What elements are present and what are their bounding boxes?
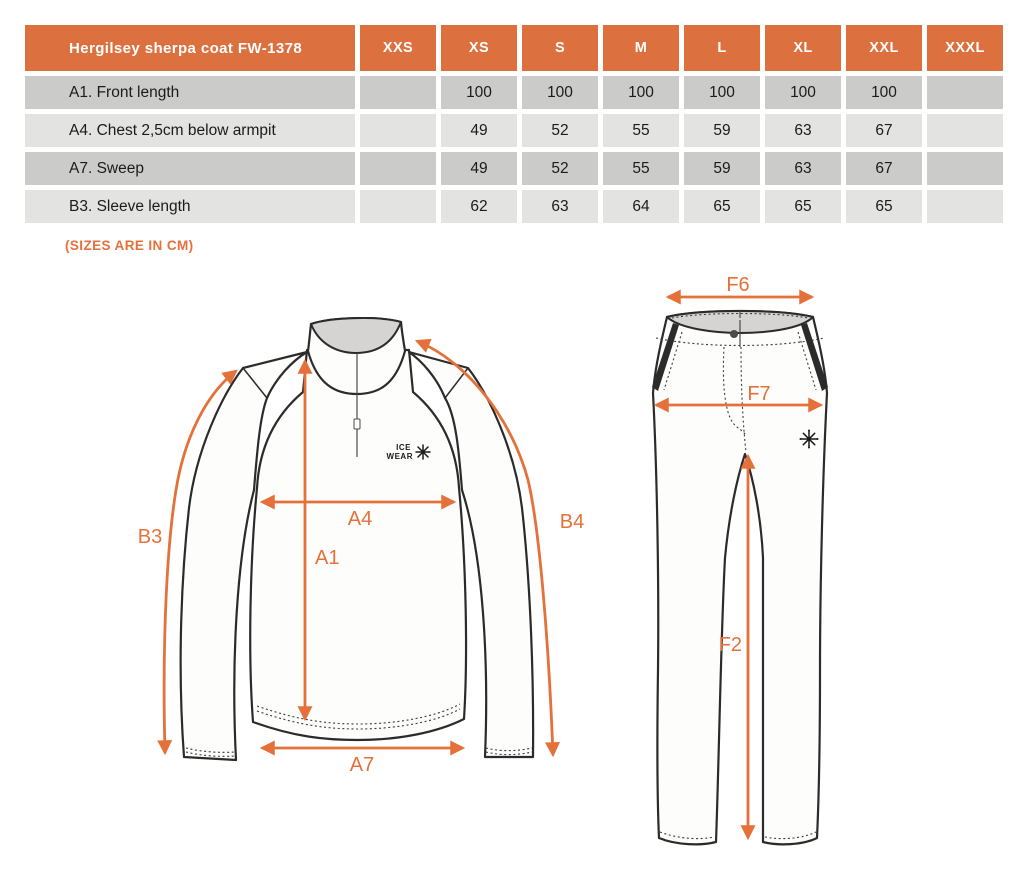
table-cell: 100 [522, 76, 598, 109]
table-cell: 65 [765, 190, 841, 223]
table-cell: 49 [441, 114, 517, 147]
table-title: Hergilsey sherpa coat FW-1378 [25, 25, 355, 71]
sizes-unit-note: (SIZES ARE IN CM) [65, 238, 194, 253]
row-label: B3. Sleeve length [25, 190, 355, 223]
table-cell: 100 [684, 76, 760, 109]
zipper-pull [354, 419, 360, 429]
col-header-m: M [603, 25, 679, 71]
table-cell [927, 76, 1003, 109]
pants-drawing [652, 274, 828, 844]
table-cell: 59 [684, 114, 760, 147]
measurement-label-f7: F7 [747, 383, 771, 405]
col-header-xl: XL [765, 25, 841, 71]
table-cell: 65 [684, 190, 760, 223]
table-cell: 55 [603, 152, 679, 185]
sweater-body [250, 350, 466, 740]
measurement-label-f2: F2 [718, 634, 742, 656]
col-header-xxxl: XXXL [927, 25, 1003, 71]
table-cell: 65 [846, 190, 922, 223]
measurement-label-a4: A4 [347, 508, 373, 530]
col-header-xs: XS [441, 25, 517, 71]
table-cell: 49 [441, 152, 517, 185]
measurement-label-b4: B4 [559, 511, 585, 533]
size-table [25, 25, 1003, 223]
snowflake-icon [416, 445, 430, 459]
col-header-xxs: XXS [360, 25, 436, 71]
table-cell [927, 152, 1003, 185]
table-cell: 63 [765, 114, 841, 147]
brand-logo-text-line1: ICE [396, 443, 411, 452]
measurement-label-a7: A7 [349, 754, 375, 776]
table-cell: 67 [846, 114, 922, 147]
table-cell: 100 [441, 76, 517, 109]
table-cell: 67 [846, 152, 922, 185]
table-cell [927, 114, 1003, 147]
table-cell: 100 [765, 76, 841, 109]
table-cell: 52 [522, 114, 598, 147]
col-header-xxl: XXL [846, 25, 922, 71]
table-cell: 100 [846, 76, 922, 109]
row-label: A1. Front length [25, 76, 355, 109]
table-cell [360, 76, 436, 109]
table-cell: 63 [522, 190, 598, 223]
table-cell: 63 [765, 152, 841, 185]
table-cell [360, 114, 436, 147]
measurement-label-f6: F6 [726, 274, 750, 296]
table-cell: 62 [441, 190, 517, 223]
pants-body [653, 311, 827, 844]
col-header-l: L [684, 25, 760, 71]
measurement-diagram [0, 270, 1029, 885]
table-cell: 59 [684, 152, 760, 185]
row-label: A7. Sweep [25, 152, 355, 185]
row-label: A4. Chest 2,5cm below armpit [25, 114, 355, 147]
waist-button [730, 330, 738, 338]
table-cell: 100 [603, 76, 679, 109]
table-cell: 64 [603, 190, 679, 223]
table-cell [360, 190, 436, 223]
table-cell: 52 [522, 152, 598, 185]
col-header-s: S [522, 25, 598, 71]
table-cell [927, 190, 1003, 223]
table-cell: 55 [603, 114, 679, 147]
measurement-label-a1: A1 [315, 547, 340, 569]
brand-logo-text-line2: WEAR [386, 452, 413, 461]
measurement-label-b3: B3 [137, 526, 163, 548]
table-cell [360, 152, 436, 185]
sweater-drawing [138, 318, 584, 776]
